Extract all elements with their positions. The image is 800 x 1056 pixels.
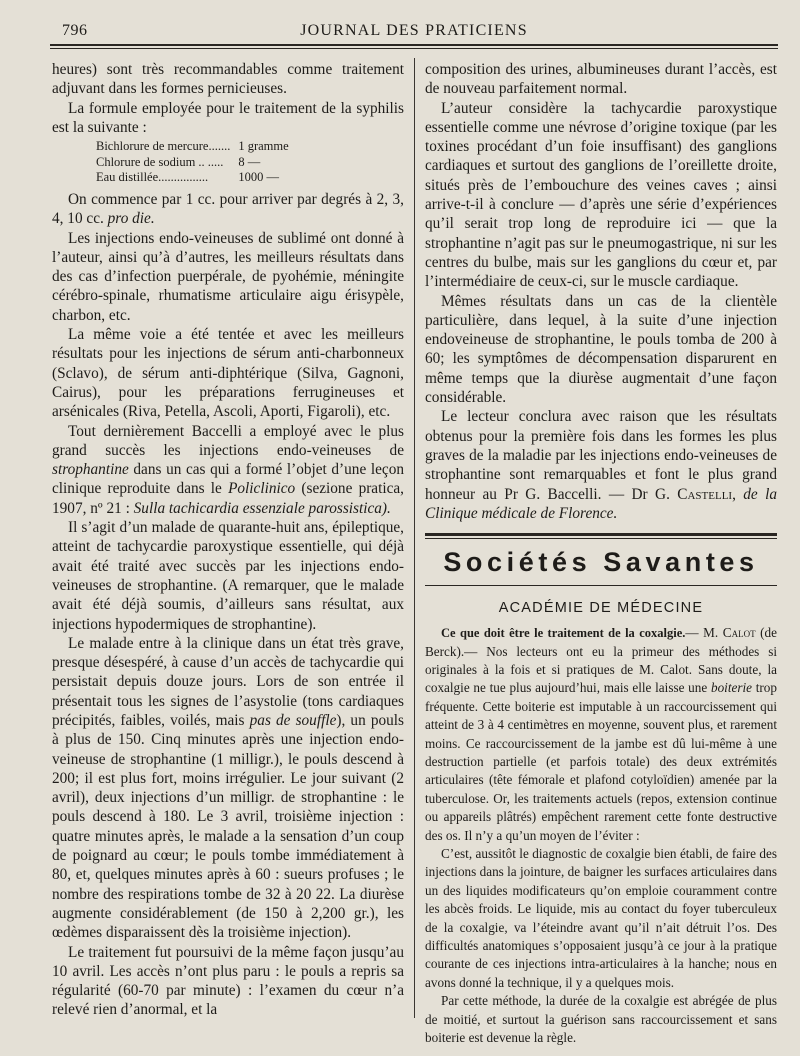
formula-table <box>96 139 289 186</box>
text-run: Le malade entre à la clinique dans un état très grave, presque désespéré, à cause d’un accès de tachycardie qui persistait depuis douze jours. Lors de son entrée il présentait tous les signes de l’asystolie (tons cardiaques précipités, faibles, voilés, mais <box>52 634 404 729</box>
article-lead: Ce que doit être le traitement de la coxalgie. <box>441 626 686 641</box>
column-divider <box>414 58 415 1018</box>
header-rule-thin <box>50 48 778 49</box>
formula-row <box>96 139 289 155</box>
italic-text: de la Clinique médicale de Florence. <box>425 485 777 522</box>
section-rule-bottom <box>425 585 777 586</box>
journal-title: JOURNAL DES PRATICIENS <box>300 22 528 39</box>
paragraph: La même voie a été tentée et avec les meilleurs résultats pour les injections de sérum anti-charbonneux (Sclavo), de sérum anti-diphtérique (Silva, Gagnoni, Cairus), pour les préparations ferrugineuses et arsénicales (Riva, Petella, Ascoli, Aporti, Figaroli), etc. <box>52 326 404 421</box>
italic-text: pro die. <box>107 210 155 228</box>
text-run: On commence par 1 cc. pour arriver par degrés à 2, 3, 4, 10 cc. <box>52 190 404 228</box>
text-run: — M. <box>685 625 723 641</box>
paragraph: Mêmes résultats dans un cas de la clientèle particulière, dans lequel, à la suite d’une injection endoveineuse de strophantine, le pouls tomba de 200 à 60; les symptômes de décompensation disparurent en même temps que la diurèse augmentait d’une façon considérable. <box>425 292 777 407</box>
right-column <box>425 60 777 1047</box>
text-run: Tout dernièrement Baccelli a employé avec le plus grand succès les injections endo-veineuses de <box>52 422 404 459</box>
text-run: ), un pouls à plus de 150. Cinq minutes après une injection endo-veineuse de strophantine (1 milligr.), le pouls descend à 200; il est plus fort, moins irrégulier. Le jour suivant (2 avril), deux injections d’un milligr. de strophantine : le pouls descend à 180. Le 3 avril, troisième injection : quatre minutes après, le malade a la sensation d’un coup de poignard au cœur; le pouls tombe immédiatement à 80, et, quelques minutes après à 60 : sueurs profuses ; le nombre des respirations tombe de 32 à 20 22. La diurèse augmente considérablement (de 150 à 2,200 gr.), les œdèmes disparaissent dès la troisième injection). <box>52 711 404 942</box>
paragraph <box>52 422 404 518</box>
text-run: (sezione pratica, 1907, nº 21 : <box>52 480 405 517</box>
paragraph: La formule employée pour le traitement de la syphilis est la suivante : <box>52 99 404 136</box>
italic-text: Sulla tachicardia essenziale parossistica). <box>133 499 391 517</box>
italic-text: Policlinico <box>228 480 296 498</box>
paragraph: Il s’agit d’un malade de quarante-huit ans, épileptique, atteint de tachycardie paroxystique essentielle, qui déjà avait été traité avec succès par les injections endo-veineuses de strophantine. (A remarquer, que le malade avait été déjà soumis, d’ailleurs sans résultat, aux injections hypodermiques de strophantine). <box>52 519 404 633</box>
paragraph: C’est, aussitôt le diagnostic de coxalgie bien établi, de faire des injections dans la jointure, de baigner les surfaces articulaires dans un des liquides modificateurs qu’on emploie couramment contre les abcès froids. Le liquide, mis au contact du foyer tuberculeux de la coxalgie, va l’éteindre avant qu’il n’ait détruit l’os. Des difficultés anatomiques s’opposaient jusqu’à ce jour à la pratique courante de ces injections intra-articulaires à la hanche; nous en avons donné la technique, il y a quelques mois. <box>425 846 777 990</box>
section-header <box>425 533 777 586</box>
formula-quantity: 1 gramme <box>238 139 289 154</box>
paragraph: Par cette méthode, la durée de la coxalgie est abrégée de plus de moitié, et surtout la guérison sans raccourcissement et sans boiterie est devenue la règle. <box>425 993 777 1046</box>
text-run: (de Berck).— Nos lecteurs ont eu la primeur des méthodes si originales à la fois et si pratiques de M. Calot. Sans doute, la coxalgie ne tue plus aujourd’hui, mais elle laisse une <box>425 625 778 696</box>
paragraph: composition des urines, albumineuses durant l’accès, est de nouveau parfaitement normal. <box>425 61 777 98</box>
section-rule <box>425 533 777 536</box>
paragraph: Le traitement fut poursuivi de la même façon jusqu’au 10 avril. Les accès n’ont plus paru : le pouls a repris sa régularité (60-70 par minute) : l’examen du cœur n’a relevé rien d’anormal, et la <box>52 943 404 1019</box>
paragraph: L’auteur considère la tachycardie paroxystique essentielle comme une névrose d’origine toxique (par les toxines procédant d’un foie insuffisant) des ganglions cardiaques et surtout des ganglions de l’oreillette droite, situés près de l’embouchure des veines caves ; ainsi arrive-t-il à conclure — d’après une série d’expériences qu’il serait trop long de reproduire ici — que la strophantine n’agit pas sur le pneumogastrique, ni sur les centres du bulbe, mais sur les ganglions du cœur et, par l’intermédiaire de ceux-ci, sur le muscle cardiaque. <box>425 99 777 291</box>
formula-ingredient: Bichlorure de mercure....... <box>96 139 231 154</box>
section-rule-thin <box>425 538 777 539</box>
italic-text: strophantine <box>52 461 129 479</box>
formula-ingredient: Eau distillée................ <box>96 170 209 185</box>
italic-text: boiterie <box>710 680 752 696</box>
paragraph <box>425 407 777 523</box>
formula-ingredient: Chlorure de sodium .. ..... <box>96 154 224 169</box>
paragraph <box>425 624 777 845</box>
paragraph: Les injections endo-veineuses de sublimé ont donné à l’auteur, ainsi qu’à d’autres, les meilleurs résultats dans des cas d’infection puerpérale, de pyohémie, méningite cérébro-spinale, rhumatisme articulaire aigu érisypèle, charbon, etc. <box>52 229 404 324</box>
formula-row <box>96 155 289 171</box>
page-header <box>50 18 778 46</box>
text-run: Le lecteur conclura avec raison que les résultats obtenus pour la première fois dans les formes les plus graves de la maladie par les injections endo-veineuses de strophantine sont remarquables et font le plus grand honneur au Pr G. Baccelli. — Dr G. <box>425 408 777 503</box>
paragraph <box>52 634 404 943</box>
text-run: , <box>732 485 744 503</box>
paragraph: heures) sont très recommandables comme traitement adjuvant dans les formes pernicieuses. <box>52 61 404 98</box>
text-run: dans un cas qui a formé l’objet d’une leçon clinique reproduite dans le <box>52 461 404 498</box>
author-name: Castelli <box>677 485 733 503</box>
header-rule <box>50 44 778 46</box>
paragraph <box>52 190 404 229</box>
formula-quantity: 1000 — <box>238 170 279 185</box>
left-column <box>52 60 404 1020</box>
subsection-title: ACADÉMIE DE MÉDECINE <box>498 600 704 617</box>
formula-row <box>96 170 289 186</box>
text-run: trop fréquente. Cette boiterie est imputable à un raccourcissement qui atteint de 3 à 4 centimètres en moyenne, souvent plus, et rarement moins. Ce raccourcissement de la jambe est dû lui-même à une destruction partielle (et parfois totale) des deux extrémités articulaires (tête fémorale et plafond cotyloïdien) amenée par la tuberculose. Or, les traitements actuels (repos, extension continue ou appareils plâtrés) empêchent rarement cette fonte destructive des os. Il n’y a qu’un moyen de l’éviter : <box>425 680 777 843</box>
author-name: Calot <box>722 625 756 641</box>
formula-quantity: 8 — <box>238 154 261 169</box>
section-title: Sociétés Savantes <box>443 547 759 578</box>
italic-text: pas de souffle <box>249 711 337 729</box>
page-number: 796 <box>62 22 88 39</box>
